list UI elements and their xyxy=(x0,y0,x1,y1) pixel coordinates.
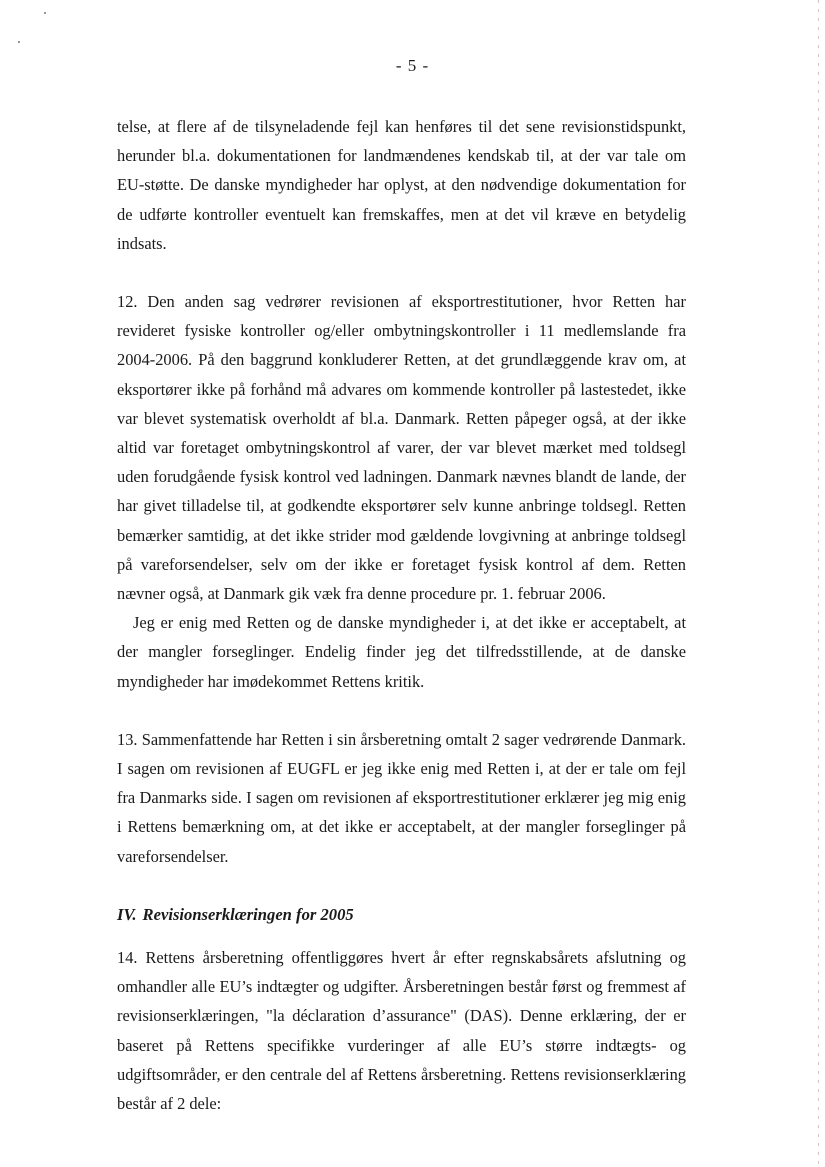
page-number: - 5 - xyxy=(395,56,430,75)
scan-speck xyxy=(18,41,20,43)
scan-edge-artifact xyxy=(818,0,819,1167)
paragraph-12: 12. Den anden sag vedrører revisionen af eksportrestitutioner, hvor Retten har revideret fysiske kontroller og/eller ombytningskontroller i 11 medlemslande fra 2004-2006. På den baggrund konkluderer Retten, at det grundlæggende krav om, at eksportører ikke på forhånd må advares om kommende kontroller på lastestedet, ikke var blevet systematisk overholdt af bl.a. Danmark. Retten påpeger også, at der ikke altid var foretaget ombytningskontrol af varer, der var blevet mærket med toldsegl uden forudgående fysisk kontrol ved ladningen. Danmark nævnes blandt de lande, der har givet tilladelse til, at godkendte eksportører selv kunne anbringe toldsegl. Retten bemærker samtidig, at det ikke strider mod gældende lovgivning at anbringe toldsegl på vareforsendelser, selv om der ikke er foretaget fysisk kontrol af dem. Retten nævner også, at Danmark gik væk fra denne procedure pr. 1. februar 2006. xyxy=(117,292,686,604)
section-title: Revisionserklæringen for 2005 xyxy=(142,904,354,924)
scan-speck xyxy=(44,12,46,14)
document-body xyxy=(117,112,686,1118)
paragraph-12-continuation: Jeg er enig med Retten og de danske myndigheder i, at det ikke er acceptabelt, at der mangler forseglinger. Endelig finder jeg det tilfredsstillende, at de danske myndigheder har imødekommet Rettens kritik. xyxy=(117,613,686,691)
paragraph-intro: telse, at flere af de tilsyneladende fejl kan henføres til det sene revisionstidspunkt, herunder bl.a. dokumentationen for landmændenes kendskab til, at der var tale om EU-støtte. De danske myndigheder har oplyst, at den nødvendige dokumentation for de udførte kontroller eventuelt kan fremskaffes, men at det vil kræve en betydelig indsats. xyxy=(117,117,686,253)
paragraph-14: 14. Rettens årsberetning offentliggøres hvert år efter regnskabsårets afslutning og omhandler alle EU’s indtægter og udgifter. Årsberetningen består først og fremmest af revisionserklæringen, "la déclaration d’assurance" (DAS). Denne erklæring, der er baseret på Rettens specifikke vurderinger af alle EU’s større indtægts- og udgiftsområder, er den centrale del af Rettens årsberetning. Rettens revisionserklæring består af 2 dele: xyxy=(117,948,686,1114)
paragraph-13: 13. Sammenfattende har Retten i sin årsberetning omtalt 2 sager vedrørende Danmark. I sagen om revisionen af EUGFL er jeg ikke enig med Retten i, at der er tale om fejl fra Danmarks side. I sagen om revisionen af eksportrestitutioner erklærer jeg mig enig i Rettens bemærkning om, at det ikke er acceptabelt, at der mangler forseglinger på vareforsendelser. xyxy=(117,729,686,866)
section-number: IV. xyxy=(117,904,137,924)
section-heading xyxy=(117,900,686,929)
